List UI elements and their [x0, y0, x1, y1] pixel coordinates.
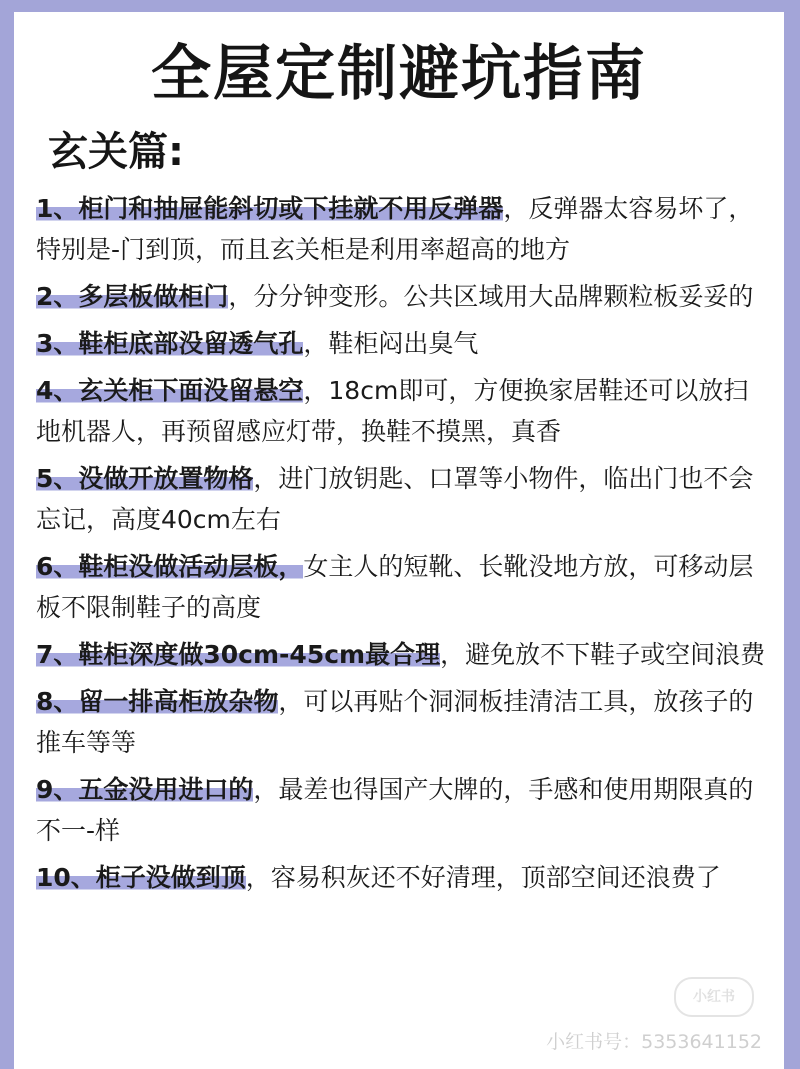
list-item [36, 188, 768, 270]
item-text: ，容易积灰还不好清理，顶部空间还浪费了 [245, 863, 721, 892]
list-item [36, 769, 768, 851]
item-text: ，18cm即可，方便换家居鞋还可以放扫地机器人，再预留感应灯带，换鞋不摸黑，真香 [36, 376, 749, 446]
list-item [36, 323, 768, 364]
item-highlight: 2、多层板做柜门 [36, 282, 229, 311]
item-highlight: 5、没做开放置物格 [36, 464, 254, 493]
item-text: ，反弹器太容易坏了，特别是-门到顶，而且玄关柜是利用率超高的地方 [36, 194, 754, 264]
item-highlight: 8、留一排高柜放杂物 [36, 687, 279, 716]
list-item [36, 458, 768, 540]
item-highlight: 10、柜子没做到顶 [36, 863, 246, 892]
item-text: ，分分钟变形。公共区域用大品牌颗粒板妥妥的 [228, 282, 754, 311]
item-text: ，进门放钥匙、口罩等小物件，临出门也不会忘记，高度40cm左右 [36, 464, 754, 534]
item-text: 女主人的短靴、长靴没地方放，可移动层板不限制鞋子的高度 [36, 552, 754, 622]
item-text: ，最差也得国产大牌的，手感和使用期限真的不一-样 [36, 775, 754, 845]
list-item [36, 681, 768, 763]
list-item [36, 370, 768, 452]
list-item [36, 276, 768, 317]
item-highlight: 6、鞋柜没做活动层板， [36, 552, 304, 581]
section-subtitle: 玄关篇: [48, 129, 184, 175]
item-highlight: 3、鞋柜底部没留透气孔 [36, 329, 304, 358]
list-item [36, 634, 768, 675]
item-highlight: 7、鞋柜深度做30cm-45cm最合理 [36, 640, 441, 669]
watermark-text: 小红书号：5353641152 [546, 1031, 762, 1053]
list-item [36, 857, 768, 898]
item-highlight: 4、玄关柜下面没留悬空 [36, 376, 304, 405]
document-page [14, 12, 784, 1069]
item-highlight: 9、五金没用进口的 [36, 775, 254, 804]
item-text: ，鞋柜闷出臭气 [303, 329, 479, 358]
tips-list [36, 188, 768, 904]
item-text: ，可以再贴个洞洞板挂清洁工具，放孩子的推车等等 [36, 687, 754, 757]
watermark-logo: 小红书 [674, 977, 754, 1017]
page-title: 全屋定制避坑指南 [151, 39, 647, 109]
list-item [36, 546, 768, 628]
item-text: ，避免放不下鞋子或空间浪费 [440, 640, 766, 669]
item-highlight: 1、柜门和抽屉能斜切或下挂就不用反弹器 [36, 194, 504, 223]
